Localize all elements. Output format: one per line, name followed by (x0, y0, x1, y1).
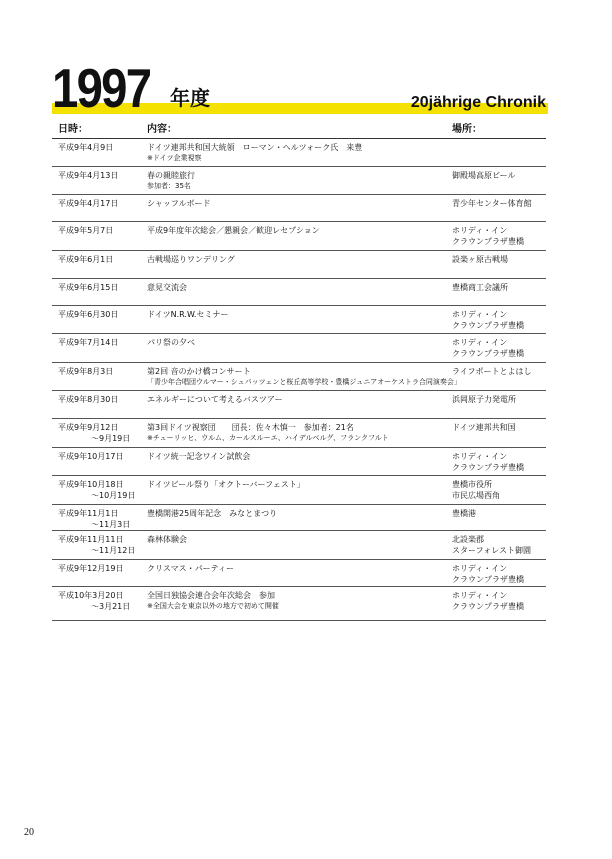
row-date (58, 590, 130, 612)
row-date-start: 平成9年6月1日 (58, 255, 114, 264)
row-place-line: ホリディ・イン (452, 591, 508, 600)
row-content (147, 366, 461, 388)
row-place-line: クラウンプラザ豊橋 (452, 349, 524, 358)
row-place-line: クラウンプラザ豊橋 (452, 575, 524, 584)
table-row (52, 279, 546, 306)
row-date-end: ～3月21日 (91, 602, 131, 611)
row-content-main: 豊橋開港25周年記念 みなとまつり (147, 509, 278, 518)
table-row (52, 363, 546, 391)
row-place (452, 508, 476, 519)
row-date (58, 198, 118, 209)
row-place-line: 浜岡原子力発電所 (452, 395, 516, 404)
row-content (147, 479, 305, 490)
row-content-note: ※ドイツ企業視察 (147, 154, 202, 162)
row-date (58, 309, 118, 320)
row-place (452, 534, 531, 556)
row-content-main: ドイツ連邦共和国大統領 ローマン・ヘルツォーク氏 来豊 (147, 143, 363, 152)
row-date (58, 170, 118, 181)
row-place-line: 青少年センター体育館 (452, 199, 532, 208)
row-date (58, 282, 118, 293)
row-date-end: ～9月19日 (91, 434, 131, 443)
row-place-line: 豊橋商工会議所 (452, 283, 508, 292)
row-date-start: 平成9年7月14日 (58, 338, 119, 347)
table-row (52, 139, 546, 167)
row-date (58, 563, 123, 574)
row-content-main: ドイツビール祭り「オクトーバーフェスト」 (147, 480, 305, 489)
row-date-start: 平成9年6月15日 (58, 283, 119, 292)
row-content-main: ドイツ統一記念ワイン試飲会 (147, 452, 251, 461)
row-content (147, 508, 277, 519)
row-place-line: スターフォレスト御園 (452, 546, 531, 555)
row-content-main: エネルギーについて考えるバスツアー (147, 395, 283, 404)
row-place-line: ホリディ・イン (452, 564, 508, 573)
row-date-start: 平成9年11月11日 (58, 535, 124, 544)
row-content (147, 309, 228, 320)
row-place (452, 563, 524, 585)
row-content-main: 全国日独協会連合会年次総会 参加 (147, 591, 275, 600)
row-date (58, 225, 113, 236)
table-row (52, 419, 546, 448)
row-place (452, 309, 524, 331)
row-date-start: 平成9年12月19日 (58, 564, 124, 573)
row-content-main: 森林体験会 (147, 535, 187, 544)
page-header (0, 0, 612, 120)
row-content (147, 563, 234, 574)
row-place-line: クラウンプラザ豊橋 (452, 602, 524, 611)
row-date-start: 平成9年5月7日 (58, 226, 114, 235)
row-content-main: 第2回 音のかけ橋コンサート (147, 367, 251, 376)
row-date (58, 337, 118, 348)
column-header-place: 場所： (452, 124, 482, 135)
row-content-main: ドイツN.R.W.セミナー (147, 310, 229, 319)
row-place (452, 254, 508, 265)
row-content (147, 254, 235, 265)
row-content (147, 451, 250, 462)
row-content-main: 意見交流会 (147, 283, 187, 292)
row-content-main: 古戦場巡りワンデリング (147, 255, 235, 264)
page-number: 20 (24, 827, 34, 838)
row-content (147, 337, 195, 348)
row-place-line: 豊橋市役所 (452, 480, 492, 489)
row-place (452, 366, 532, 377)
row-date (58, 254, 113, 265)
row-place-line: ホリディ・イン (452, 226, 508, 235)
row-date (58, 479, 135, 501)
table-row (52, 448, 546, 476)
row-place-line: 豊橋港 (452, 509, 476, 518)
year-suffix: 年度 (170, 86, 210, 110)
row-date-start: 平成9年9月12日 (58, 423, 119, 432)
row-content-main: 春の親睦旅行 (147, 171, 195, 180)
row-content (147, 590, 279, 612)
row-place-line: ライフポートとよはし (452, 367, 532, 376)
row-place-line: ホリディ・イン (452, 338, 508, 347)
row-place (452, 479, 500, 501)
year-title: 1997 (52, 57, 151, 119)
row-date (58, 534, 135, 556)
chronicle-table (52, 139, 546, 621)
row-date-start: 平成9年4月9日 (58, 143, 114, 152)
row-content (147, 170, 195, 192)
table-row (52, 334, 546, 363)
row-place (452, 394, 516, 405)
row-place-line: ホリディ・イン (452, 452, 508, 461)
row-date-start: 平成9年6月30日 (58, 310, 119, 319)
row-date-start: 平成9年8月30日 (58, 395, 119, 404)
row-content (147, 142, 362, 164)
row-place (452, 198, 532, 209)
table-row (52, 195, 546, 222)
table-row (52, 505, 546, 531)
row-content (147, 534, 187, 545)
table-row (52, 476, 546, 505)
row-date-start: 平成9年8月3日 (58, 367, 114, 376)
row-place (452, 170, 516, 181)
row-content-note: ※チューリッヒ、ウルム、カールスルーエ、ハイデルベルグ、フランクフルト (147, 434, 389, 442)
table-row (52, 391, 546, 419)
column-header-content: 内容： (147, 124, 177, 135)
chronik-title: 20jährige Chronik (410, 94, 546, 111)
row-date-start: 平成9年10月17日 (58, 452, 124, 461)
row-place-line: クラウンプラザ豊橋 (452, 321, 524, 330)
row-content-main: 平成9年度年次総会／懇親会／歓迎レセプション (147, 226, 320, 235)
row-date-end: ～11月12日 (91, 546, 136, 555)
row-content-main: シャッフルボード (147, 199, 211, 208)
row-place-line: クラウンプラザ豊橋 (452, 463, 524, 472)
row-content (147, 282, 187, 293)
row-date-start: 平成9年4月13日 (58, 171, 119, 180)
row-date-end: ～11月3日 (91, 520, 131, 529)
table-row (52, 560, 546, 587)
row-date-start: 平成9年11月1日 (58, 509, 119, 518)
row-place-line: ホリディ・イン (452, 310, 508, 319)
row-place-line: 御殿場高原ビール (452, 171, 516, 180)
row-place-line: クラウンプラザ豊橋 (452, 237, 524, 246)
row-content-note: ※全国大会を東京以外の地方で初めて開催 (147, 602, 279, 610)
row-date (58, 394, 118, 405)
row-content (147, 394, 283, 405)
table-row (52, 251, 546, 279)
row-date (58, 422, 130, 444)
table-row (52, 531, 546, 560)
row-date (58, 508, 130, 530)
row-date-start: 平成10年3月20日 (58, 591, 124, 600)
column-header-date: 日時： (58, 124, 88, 135)
row-content-main: パリ祭の夕べ (147, 338, 195, 347)
table-row (52, 167, 546, 195)
row-place (452, 337, 524, 359)
row-place-line: 市民広場西角 (452, 491, 500, 500)
row-date-start: 平成9年4月17日 (58, 199, 119, 208)
row-place (452, 225, 524, 247)
row-content (147, 198, 211, 209)
row-content (147, 422, 389, 444)
row-content (147, 225, 320, 236)
row-place-line: 北設楽郡 (452, 535, 484, 544)
row-date-start: 平成9年10月18日 (58, 480, 124, 489)
table-row (52, 587, 546, 621)
row-place (452, 590, 524, 612)
row-date (58, 451, 123, 462)
row-content-note: 参加者：35名 (147, 182, 191, 190)
row-place (452, 451, 524, 473)
row-date (58, 142, 113, 153)
row-content-note: 「青少年合唱団ウルマー・シュパッツェンと桜丘高等学校・豊橋ジュニアオーケストラ合同演奏会」 (147, 378, 461, 386)
row-date-end: ～10月19日 (91, 491, 136, 500)
table-row (52, 306, 546, 334)
row-date (58, 366, 113, 377)
row-place (452, 422, 516, 433)
table-row (52, 222, 546, 251)
row-place-line: 設楽ヶ原古戦場 (452, 255, 508, 264)
row-content-main: 第3回ドイツ視察団 団長：佐々木慎一 参加者：21名 (147, 423, 354, 432)
row-content-main: クリスマス・パーティー (147, 564, 235, 573)
row-place-line: ドイツ連邦共和国 (452, 423, 516, 432)
row-place (452, 282, 508, 293)
